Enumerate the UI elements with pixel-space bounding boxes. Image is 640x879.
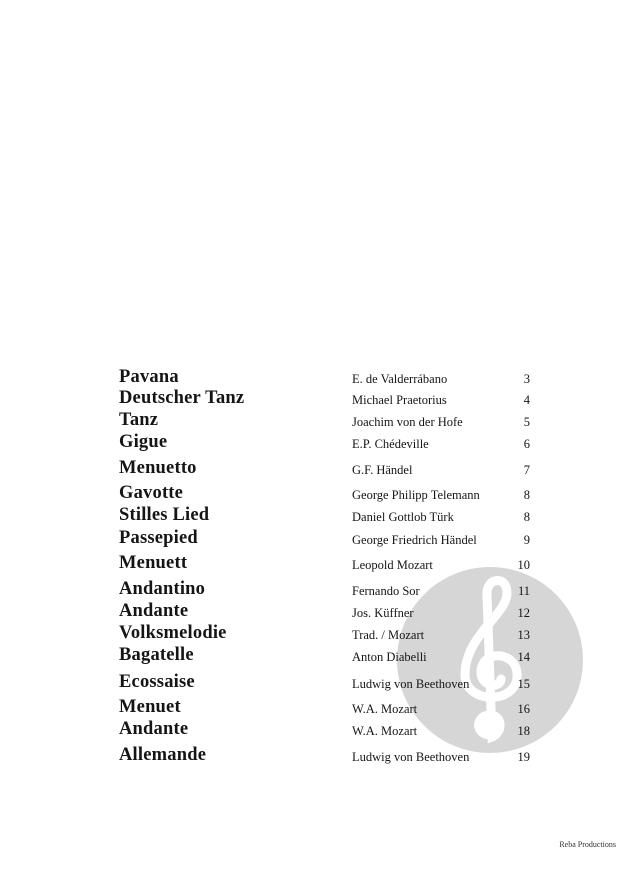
page-number: 4 bbox=[523, 393, 530, 407]
composer-name: George Philipp Telemann bbox=[352, 488, 480, 502]
piece-title: Allemande bbox=[119, 745, 207, 765]
composer-name: Michael Praetorius bbox=[352, 393, 447, 407]
toc-row bbox=[0, 744, 640, 768]
composer-name: Trad. / Mozart bbox=[352, 628, 425, 642]
piece-title: Andante bbox=[119, 719, 189, 739]
toc-row bbox=[0, 409, 640, 433]
toc-row bbox=[0, 644, 640, 668]
toc-row bbox=[0, 696, 640, 720]
toc-row bbox=[0, 431, 640, 455]
piece-title: Volksmelodie bbox=[119, 623, 227, 643]
composer-name: Ludwig von Beethoven bbox=[352, 750, 470, 764]
page-number: 8 bbox=[523, 488, 530, 502]
page-number: 9 bbox=[523, 533, 530, 547]
composer-name: W.A. Mozart bbox=[352, 724, 418, 738]
piece-title: Andantino bbox=[119, 579, 206, 599]
composer-name: W.A. Mozart bbox=[352, 702, 418, 716]
piece-title: Tanz bbox=[119, 410, 159, 430]
page-number: 12 bbox=[517, 606, 530, 620]
piece-title: Passepied bbox=[119, 528, 198, 548]
toc-row bbox=[0, 622, 640, 646]
toc-row bbox=[0, 718, 640, 742]
piece-title: Menuett bbox=[119, 553, 188, 573]
piece-title: Menuet bbox=[119, 697, 181, 717]
composer-name: E. de Valderrábano bbox=[352, 372, 448, 386]
composer-name: G.F. Händel bbox=[352, 463, 413, 477]
page-number: 18 bbox=[517, 724, 530, 738]
composer-name: George Friedrich Händel bbox=[352, 533, 477, 547]
page-number: 15 bbox=[517, 677, 530, 691]
page-number: 5 bbox=[523, 415, 530, 429]
piece-title: Menuetto bbox=[119, 458, 197, 478]
piece-title: Gavotte bbox=[119, 483, 184, 503]
page-number: 14 bbox=[517, 650, 530, 664]
page-number: 8 bbox=[523, 510, 530, 524]
page-number: 11 bbox=[517, 584, 530, 598]
toc-row bbox=[0, 482, 640, 506]
composer-name: Fernando Sor bbox=[352, 584, 420, 598]
composer-name: Daniel Gottlob Türk bbox=[352, 510, 454, 524]
piece-title: Bagatelle bbox=[119, 645, 194, 665]
toc-row bbox=[0, 578, 640, 602]
composer-name: Leopold Mozart bbox=[352, 558, 433, 572]
composer-name: Anton Diabelli bbox=[352, 650, 427, 664]
toc-row bbox=[0, 387, 640, 411]
toc-row bbox=[0, 600, 640, 624]
piece-title: Pavana bbox=[119, 367, 179, 387]
page-number: 16 bbox=[517, 702, 530, 716]
toc-row bbox=[0, 552, 640, 576]
page-number: 3 bbox=[523, 372, 530, 386]
piece-title: Deutscher Tanz bbox=[119, 388, 245, 408]
piece-title: Stilles Lied bbox=[119, 505, 210, 525]
publisher-credit: Reba Productions bbox=[559, 840, 616, 849]
page-number: 7 bbox=[523, 463, 530, 477]
piece-title: Andante bbox=[119, 601, 189, 621]
piece-title: Ecossaise bbox=[119, 672, 195, 692]
page-number: 13 bbox=[517, 628, 530, 642]
composer-name: Joachim von der Hofe bbox=[352, 415, 463, 429]
piece-title: Gigue bbox=[119, 432, 168, 452]
toc-row bbox=[0, 527, 640, 551]
composer-name: Jos. Küffner bbox=[352, 606, 414, 620]
toc-row bbox=[0, 457, 640, 481]
page-number: 10 bbox=[517, 558, 530, 572]
composer-name: E.P. Chédeville bbox=[352, 437, 429, 451]
toc-row bbox=[0, 671, 640, 695]
page-number: 6 bbox=[523, 437, 530, 451]
composer-name: Ludwig von Beethoven bbox=[352, 677, 470, 691]
toc-row bbox=[0, 504, 640, 528]
page-number: 19 bbox=[517, 750, 530, 764]
